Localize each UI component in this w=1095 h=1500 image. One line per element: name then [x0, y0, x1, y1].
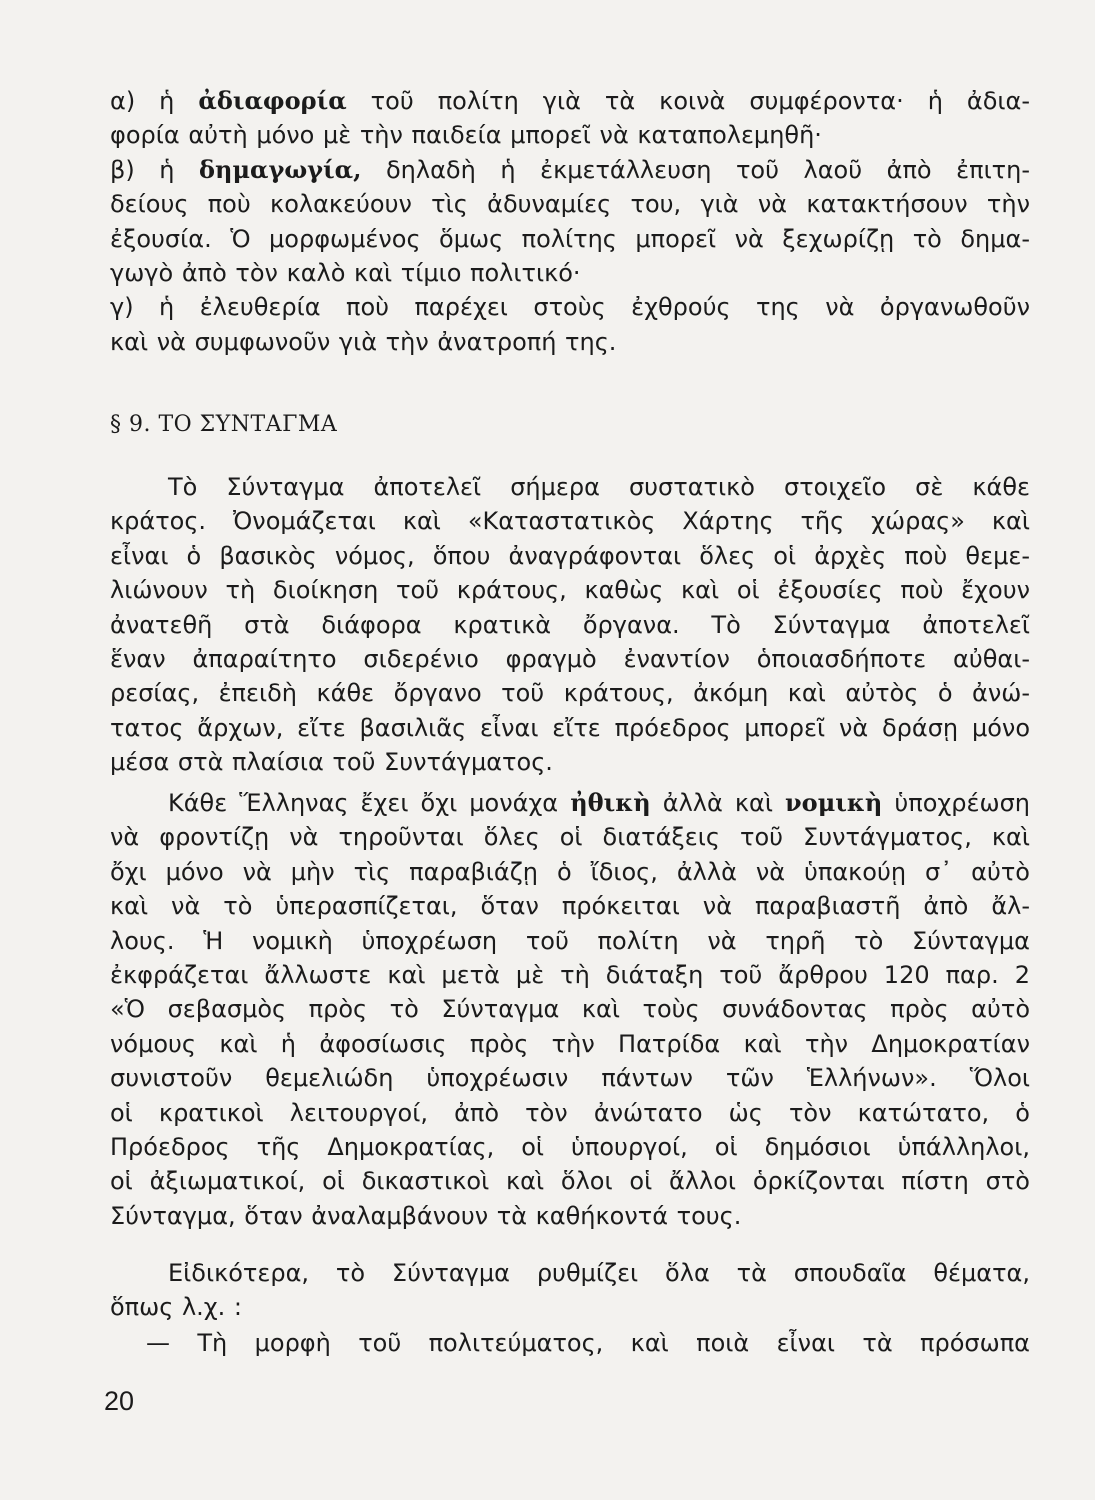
list-block	[110, 84, 1030, 359]
item-a-text: τοῦ πολίτη γιὰ τὰ κοινὰ συμφέροντα· ἡ ἀδια-	[346, 87, 1031, 115]
term-dimagogia: δημαγωγία,	[198, 154, 362, 184]
section-heading: § 9. ΤΟ ΣΥΝΤΑΓΜΑ	[110, 412, 338, 437]
p1-line: Τὸ Σύνταγμα ἀποτελεῖ σήμερα συστατικὸ στοιχεῖο σὲ κάθε	[168, 473, 1030, 501]
item-b-label: β) ἡ	[110, 155, 199, 184]
p2-line: ἐκφράζεται ἄλλωστε καὶ μετὰ μὲ τὴ διάταξη τοῦ ἄρθρου 120 παρ. 2	[110, 961, 1030, 990]
item-b-line-1	[110, 153, 1030, 187]
item-b-text: δηλαδὴ ἡ ἐκμετάλλευση τοῦ λαοῦ ἀπὸ ἐπιτη-	[361, 155, 1031, 184]
item-b-line-3: ἐξουσία. Ὁ μορφωμένος ὅμως πολίτης μπορεῖ νὰ ξεχωρίζῃ τὸ δημα-	[110, 224, 1030, 253]
p2-text-c: ὑποχρέωση	[882, 789, 1030, 817]
p2-line: «Ὁ σεβασμὸς πρὸς τὸ Σύνταγμα καὶ τοὺς συνάδοντας πρὸς αὐτὸ	[110, 995, 1030, 1024]
p1-line: τατος ἄρχων, εἴτε βασιλιᾶς εἶναι εἴτε πρόεδρος μπορεῖ νὰ δράσῃ μόνο	[110, 713, 1030, 742]
paragraph-2	[110, 786, 1030, 1233]
p2-line: νὰ φροντίζῃ νὰ τηροῦνται ὅλες οἱ διατάξεις τοῦ Συντάγματος, καὶ	[110, 823, 1030, 852]
term-ithiki: ἠθικὴ	[570, 788, 651, 817]
paragraph-1	[110, 470, 1030, 780]
p2-line: οἱ ἀξιωματικοί, οἱ δικαστικοὶ καὶ ὅλοι οἱ ἄλλοι ὁρκίζονται πίστη στὸ	[110, 1167, 1030, 1196]
item-c-line-2: καὶ νὰ συμφωνοῦν γιὰ τὴν ἀνατροπή της.	[110, 327, 617, 356]
paragraph-3	[110, 1256, 1030, 1325]
item-a-line-1	[110, 84, 1030, 118]
p2-line: νόμους καὶ ἡ ἀφοσίωσις πρὸς τὴν Πατρίδα καὶ τὴν Δημοκρατίαν	[110, 1029, 1030, 1058]
p1-line: κράτος. Ὀνομάζεται καὶ «Καταστατικὸς Χάρτης τῆς χώρας» καὶ	[110, 507, 1030, 536]
p1-line: ρεσίας, ἐπειδὴ κάθε ὄργανο τοῦ κράτους, ἀκόμη καὶ αὐτὸς ὁ ἀνώ-	[110, 679, 1030, 708]
item-a-label: α) ἡ	[110, 87, 199, 115]
item-b-line-4: γωγὸ ἀπὸ τὸν καλὸ καὶ τίμιο πολιτικό·	[110, 259, 581, 288]
page-number: 20	[104, 1386, 135, 1416]
p1-line: ἀνατεθῆ στὰ διάφορα κρατικὰ ὄργανα. Τὸ Σύνταγμα ἀποτελεῖ	[110, 610, 1030, 639]
p2-line-1	[110, 786, 1030, 820]
p1-line: εἶναι ὁ βασικὸς νόμος, ὅπου ἀναγράφονται ὅλες οἱ ἀρχὲς ποὺ θεμε-	[110, 541, 1030, 570]
p1-line: ἕναν ἀπαραίτητο σιδερένιο φραγμὸ ἐναντίον ὁποιασδήποτε αὐθαι-	[110, 645, 1030, 674]
p1-line: λιώνουν τὴ διοίκηση τοῦ κράτους, καθὼς καὶ οἱ ἐξουσίες ποὺ ἔχουν	[110, 576, 1030, 605]
item-c-line-1: γ) ἡ ἐλευθερία ποὺ παρέχει στοὺς ἐχθρούς της νὰ ὀργανωθοῦν	[110, 293, 1030, 322]
term-adiaforia: ἀδιαφορία	[198, 86, 347, 115]
p3-line: Εἰδικότερα, τὸ Σύνταγμα ρυθμίζει ὅλα τὰ σπουδαῖα θέματα,	[168, 1259, 1030, 1287]
p2-line: λους. Ἡ νομικὴ ὑποχρέωση τοῦ πολίτη νὰ τηρῆ τὸ Σύνταγμα	[110, 926, 1030, 955]
p1-line: μέσα στὰ πλαίσια τοῦ Συντάγματος.	[110, 748, 553, 777]
p2-text-a: Κάθε Ἕλληνας ἔχει ὄχι μονάχα	[168, 789, 571, 817]
p3-line: ὅπως λ.χ. :	[110, 1293, 242, 1322]
p2-line: συνιστοῦν θεμελιώδη ὑποχρέωσιν πάντων τῶν Ἑλλήνων». Ὅλοι	[110, 1064, 1030, 1093]
p2-line: Σύνταγμα, ὅταν ἀναλαμβάνουν τὰ καθήκοντά τους.	[110, 1201, 742, 1230]
p2-line: οἱ κρατικοὶ λειτουργοί, ἀπὸ τὸν ἀνώτατο ὡς τὸν κατώτατο, ὁ	[110, 1098, 1030, 1127]
p2-text-b: ἀλλὰ καὶ	[650, 789, 786, 817]
term-nomiki: νομικὴ	[785, 788, 883, 817]
paragraph-4	[110, 1326, 1030, 1360]
item-a-line-2: φορία αὐτὴ μόνο μὲ τὴν παιδεία μπορεῖ νὰ καταπολεμηθῆ·	[110, 121, 822, 150]
p2-line: καὶ νὰ τὸ ὑπερασπίζεται, ὅταν πρόκειται νὰ παραβιαστῆ ἀπὸ ἄλ-	[110, 892, 1030, 921]
item-b-line-2: δείους ποὺ κολακεύουν τὶς ἀδυναμίες του, γιὰ νὰ κατακτήσουν τὴν	[110, 190, 1030, 219]
p2-line: ὄχι μόνο νὰ μὴν τὶς παραβιάζῃ ὁ ἴδιος, ἀλλὰ νὰ ὑπακούῃ σ᾿ αὐτὸ	[110, 857, 1030, 886]
p2-line: Πρόεδρος τῆς Δημοκρατίας, οἱ ὑπουργοί, οἱ δημόσιοι ὑπάλληλοι,	[110, 1133, 1030, 1162]
p4-line: — Τὴ μορφὴ τοῦ πολιτεύματος, καὶ ποιὰ εἶναι τὰ πρόσωπα	[146, 1329, 1030, 1357]
